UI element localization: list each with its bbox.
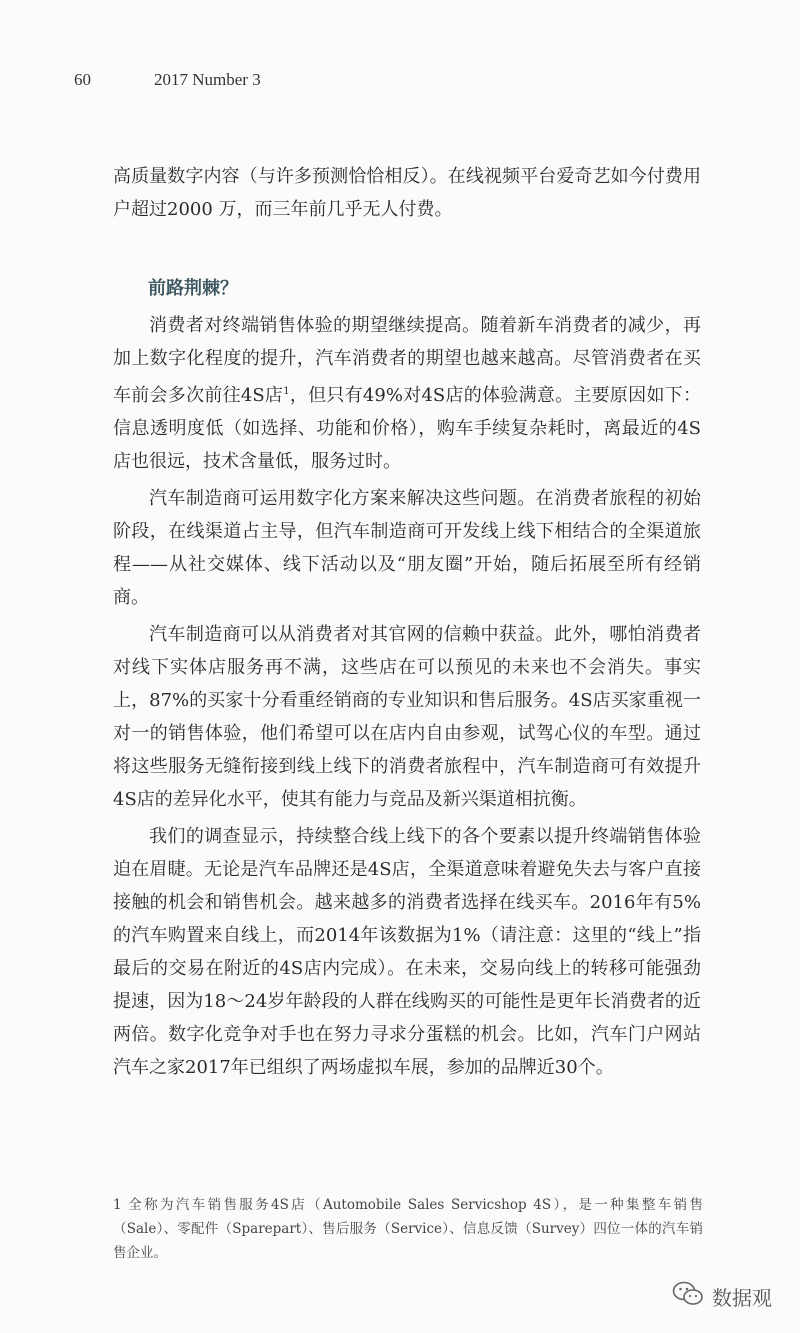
footnote: 1 全称为汽车销售服务4S店（Automobile Sales Servicshop 4S），是一种集整车销售（Sale）、零配件（Sparepart）、售后服务（Service）、信息反馈（Survey）四位一体的汽车销售企业。: [113, 1197, 703, 1261]
article-body: [113, 160, 701, 1084]
paragraph-2: 汽车制造商可运用数字化方案来解决这些问题。在消费者旅程的初始阶段，在线渠道占主导，但汽车制造商可开发线上线下相结合的全渠道旅程——从社交媒体、线下活动以及“朋友圈”开始，随后拓展至所有经销商。: [113, 488, 701, 608]
page-number: 60: [74, 70, 91, 89]
section-heading: 前路荆棘？: [148, 278, 238, 299]
watermark: [672, 1280, 772, 1313]
wechat-icon: [672, 1280, 704, 1313]
page-header: [74, 70, 261, 90]
footnote-ref[interactable]: 1: [283, 386, 290, 397]
watermark-text: 数据观: [712, 1286, 772, 1310]
paragraph-4: 我们的调查显示，持续整合线上线下的各个要素以提升终端销售体验迫在眉睫。无论是汽车品牌还是4S店，全渠道意味着避免失去与客户直接接触的机会和销售机会。越来越多的消费者选择在线买车。2016年有5%的汽车购置来自线上，而2014年该数据为1%（请注意：这里的“线上”指最后的交易在附近的4S店内完成）。在未来，交易向线上的转移可能强劲提速，因为18～24岁年龄段的人群在线购买的可能性是更年长消费者的近两倍。数字化竞争对手也在努力寻求分蛋糕的机会。比如，汽车门户网站汽车之家2017年已组织了两场虚拟车展，参加的品牌近30个。: [113, 826, 702, 1078]
intro-paragraph: 高质量数字内容（与许多预测恰恰相反）。在线视频平台爱奇艺如今付费用户超过2000 万，而三年前几乎无人付费。: [113, 166, 701, 220]
paragraph-1: 消费者对终端销售体验的期望继续提高。随着新车消费者的减少，再加上数字化程度的提升，汽车消费者的期望也越来越高。尽管消费者在买车前会多次前往4S店$^1$，但只有49%对4S店的体验满意。主要原因如下：信息透明度低（如选择、功能和价格），购车手续复杂耗时，离最近的4S店也很远，技术含量低，服务过时。: [113, 315, 701, 472]
journal-issue: 2017 Number 3: [154, 70, 261, 89]
paragraph-3: 汽车制造商可以从消费者对其官网的信赖中获益。此外，哪怕消费者对线下实体店服务再不满，这些店在可以预见的未来也不会消失。事实上，87%的买家十分看重经销商的专业知识和售后服务。4S店买家重视一对一的销售体验，他们希望可以在店内自由参观，试驾心仪的车型。通过将这些服务无缝衔接到线上线下的消费者旅程中，汽车制造商可有效提升4S店的差异化水平，使其有能力与竞品及新兴渠道相抗衡。: [113, 624, 701, 810]
